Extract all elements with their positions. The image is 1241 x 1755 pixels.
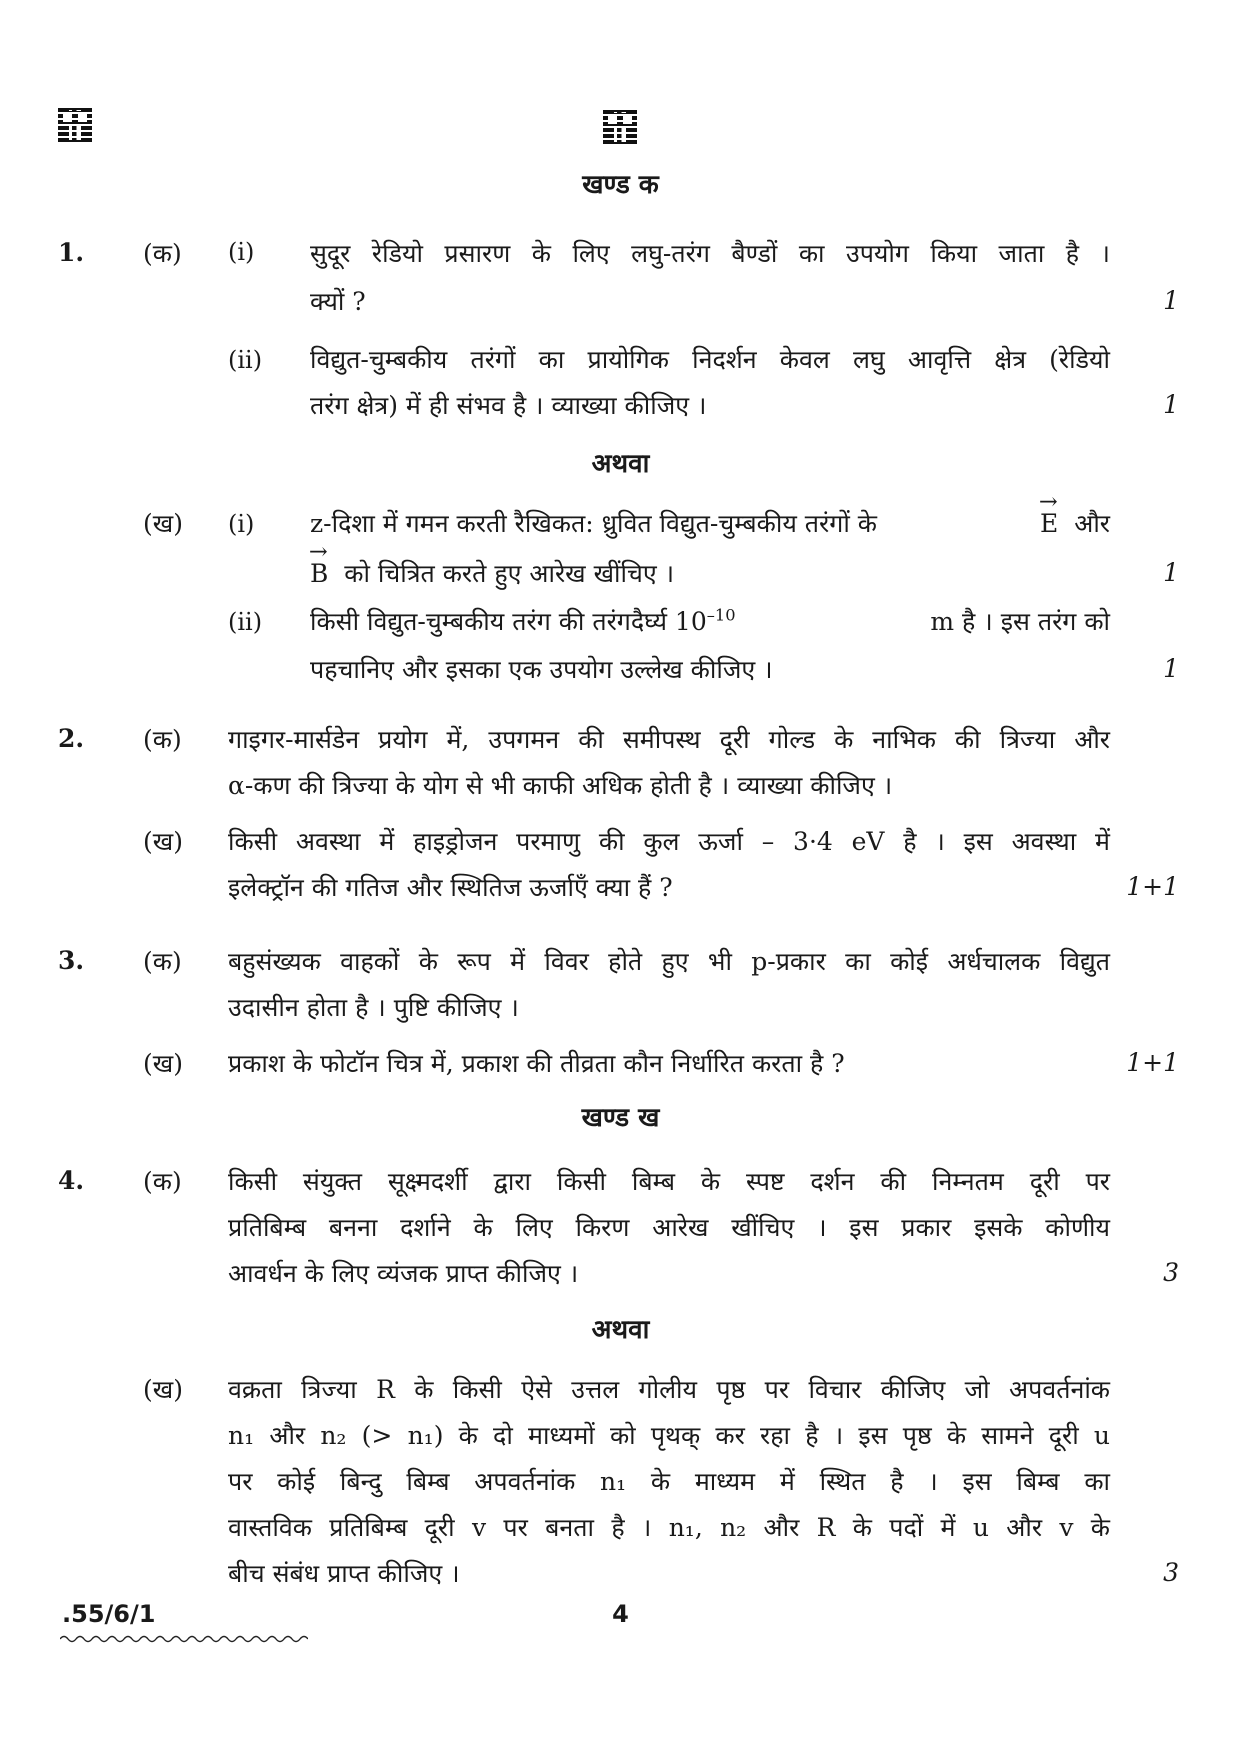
question-text: α-कण की त्रिज्या के योग से भी काफी अधिक होती है । व्याख्या कीजिए । (228, 771, 893, 800)
question-text: प्रकाश के फोटॉन चित्र में, प्रकाश की तीव्रता कौन निर्धारित करता है ? (228, 1049, 845, 1078)
part-label: (क) (143, 725, 182, 754)
subpart-label: (i) (228, 510, 255, 538)
part-label: (क) (143, 239, 182, 268)
exponent: –10 (706, 605, 736, 625)
paper-code: .55/6/1 (62, 1600, 156, 1628)
question-number: 3. (58, 946, 85, 975)
section-b-title: खण्ड ख (581, 1103, 660, 1133)
subpart-label: (i) (228, 238, 255, 266)
vector-e: → E और (1040, 506, 1110, 540)
question-text (310, 556, 674, 590)
or-divider: अथवा (591, 1315, 650, 1345)
text-segment: m है । इस तरंग को (930, 607, 1110, 636)
marks: 1 (1163, 286, 1179, 315)
question-text: किसी अवस्था में हाइड्रोजन परमाणु की कुल ऊर्जा – 3·4 eV है । इस अवस्था में (228, 827, 1110, 856)
page-number: 4 (612, 1600, 629, 1628)
vector-b: → B (310, 559, 328, 588)
question-text: तरंग क्षेत्र) में ही संभव है । व्याख्या कीजिए । (310, 391, 707, 420)
marks: 3 (1163, 1558, 1179, 1587)
marks: 1 (1163, 654, 1179, 683)
wavy-underline-decoration (60, 1634, 308, 1644)
qr-code-center (603, 110, 637, 144)
question-text-part (310, 604, 736, 638)
question-text: बीच संबंध प्राप्त कीजिए । (228, 1559, 460, 1588)
part-label: (क) (143, 947, 182, 976)
question-text: पर कोई बिन्दु बिम्ब अपवर्तनांक n₁ के माध्यम में स्थित है । इस बिम्ब का (228, 1467, 1110, 1496)
marks: 1+1 (1126, 872, 1179, 901)
part-label: (ख) (143, 1375, 183, 1404)
question-text: वक्रता त्रिज्या R के किसी ऐसे उत्तल गोलीय पृष्ठ पर विचार कीजिए जो अपवर्तनांक (228, 1375, 1110, 1404)
part-label: (ख) (143, 509, 183, 538)
question-text (310, 604, 1110, 638)
question-text: आवर्धन के लिए व्यंजक प्राप्त कीजिए । (228, 1259, 579, 1288)
question-text: वास्तविक प्रतिबिम्ब दूरी v पर बनता है । n₁, n₂ और R के पदों में u और v के (228, 1513, 1110, 1542)
question-number: 1. (58, 238, 85, 267)
question-text-part: को चित्रित करते हुए आरेख खींचिए । (344, 559, 675, 588)
question-text: विद्युत-चुम्बकीय तरंगों का प्रायोगिक निदर्शन केवल लघु आवृत्ति क्षेत्र (रेडियो (310, 345, 1110, 374)
section-a-title: खण्ड क (582, 170, 659, 200)
qr-code-left (58, 108, 92, 142)
part-label: (ख) (143, 827, 183, 856)
part-label: (ख) (143, 1049, 183, 1078)
question-text: बहुसंख्यक वाहकों के रूप में विवर होते हुए भी p-प्रकार का कोई अर्धचालक विद्युत (228, 947, 1110, 976)
text-segment: किसी विद्युत-चुम्बकीय तरंग की तरंगदैर्घ्य 10 (310, 607, 707, 636)
subpart-label: (ii) (228, 608, 263, 636)
question-text: उदासीन होता है । पुष्टि कीजिए । (228, 993, 519, 1022)
question-text-part: z-दिशा में गमन करती रैखिकत: ध्रुवित विद्युत-चुम्बकीय तरंगों के (310, 509, 877, 538)
marks: 3 (1163, 1258, 1179, 1287)
marks: 1 (1163, 558, 1179, 587)
marks: 1 (1163, 390, 1179, 419)
marks: 1+1 (1126, 1048, 1179, 1077)
question-text (310, 506, 1110, 540)
question-text: किसी संयुक्त सूक्ष्मदर्शी द्वारा किसी बिम्ब के स्पष्ट दर्शन की निम्नतम दूरी पर (228, 1167, 1110, 1196)
subpart-label: (ii) (228, 346, 263, 374)
question-number: 2. (58, 724, 85, 753)
question-text: प्रतिबिम्ब बनना दर्शाने के लिए किरण आरेख खींचिए । इस प्रकार इसके कोणीय (228, 1213, 1110, 1242)
question-text: n₁ और n₂ (> n₁) के दो माध्यमों को पृथक् कर रहा है । इस पृष्ठ के सामने दूरी u (228, 1421, 1110, 1450)
question-number: 4. (58, 1166, 85, 1195)
question-text: पहचानिए और इसका एक उपयोग उल्लेख कीजिए । (310, 655, 773, 684)
or-divider: अथवा (591, 449, 650, 479)
part-label: (क) (143, 1167, 182, 1196)
question-text: इलेक्ट्रॉन की गतिज और स्थितिज ऊर्जाएँ क्या हैं ? (228, 873, 673, 902)
question-text: क्यों ? (310, 287, 366, 316)
question-text: सुदूर रेडियो प्रसारण के लिए लघु-तरंग बैण्डों का उपयोग किया जाता है । (310, 239, 1110, 268)
question-text: गाइगर-मार्सडेन प्रयोग में, उपगमन की समीपस्थ दूरी गोल्ड के नाभिक की त्रिज्या और (228, 725, 1110, 754)
conjunction: और (1074, 509, 1110, 538)
